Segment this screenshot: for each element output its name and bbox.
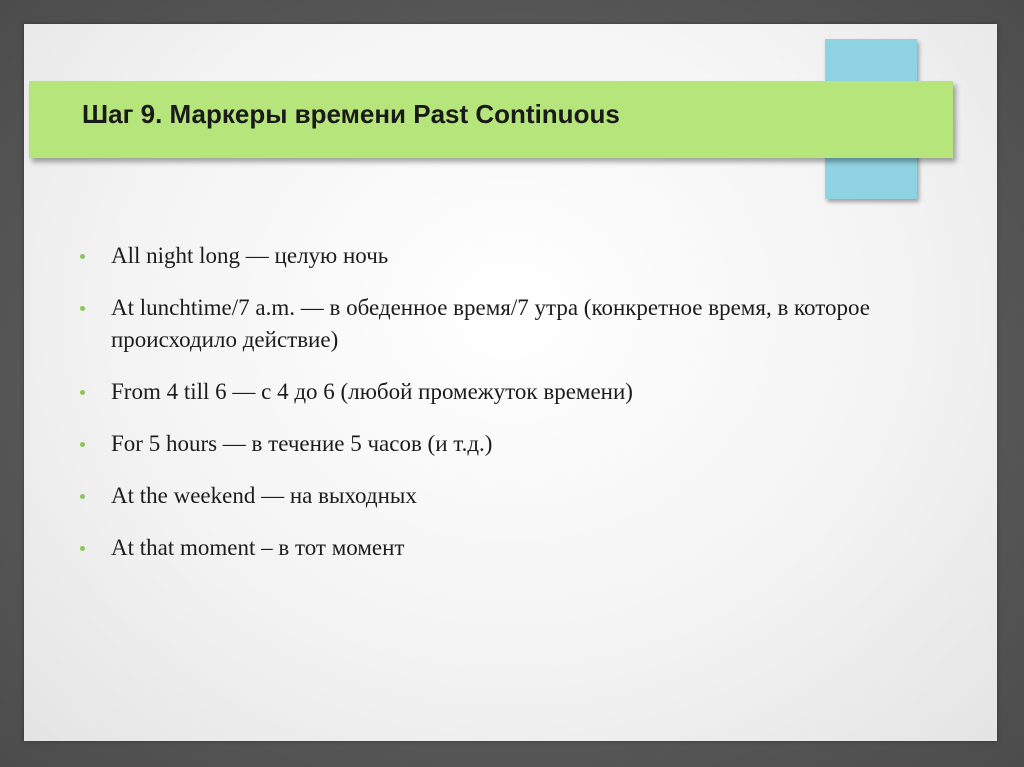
bullet-item [78,532,978,564]
bullet-item [78,292,978,356]
bullet-list [78,240,978,584]
bullet-item [78,480,978,512]
bullet-dot-icon [80,390,85,395]
bullet-dot-icon [80,306,85,311]
bullet-text: At that moment – в тот момент [111,535,405,560]
slide [24,24,997,741]
bullet-text: From 4 till 6 — с 4 до 6 (любой промежуток времени) [111,379,633,404]
bullet-text: For 5 hours — в течение 5 часов (и т.д.) [111,431,493,456]
bullet-dot-icon [80,254,85,259]
bullet-item [78,376,978,408]
bullet-item [78,428,978,460]
bullet-text: At lunchtime/7 a.m. — в обеденное время/7 утра (конкретное время, в которое происходило действие) [111,295,870,352]
bullet-dot-icon [80,494,85,499]
bullet-item [78,240,978,272]
bullet-text: At the weekend — на выходных [111,483,417,508]
bullet-dot-icon [80,546,85,551]
bullet-text: All night long — целую ночь [111,243,389,268]
bullet-dot-icon [80,442,85,447]
slide-title: Шаг 9. Маркеры времени Past Continuous [82,99,620,129]
